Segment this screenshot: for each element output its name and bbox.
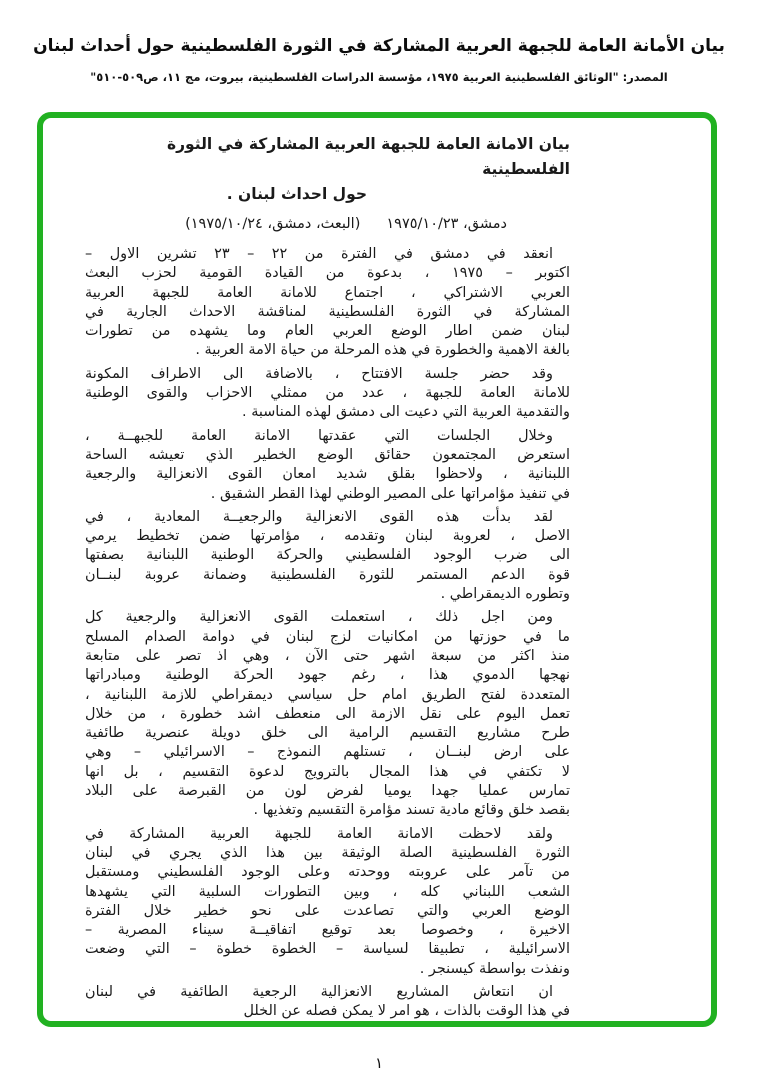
paragraph (85, 608, 570, 820)
paragraph (85, 245, 570, 361)
paragraph-line: على ارض لبنــان ، تستلهم النموذج – الاسرائيلي – وهي (85, 744, 570, 761)
paragraph-line: طرح مشاريع التقسيم الرامية الى خلق دويلة عنصرية طائفية (85, 725, 570, 742)
paragraph-line: ونفذت بواسطة كيسنجر . (419, 960, 570, 977)
paragraph (85, 508, 570, 604)
paragraph-line: للامانة العامة للجبهة ، عدد من ممثلي الاحزاب والقوى الوطنية (85, 385, 570, 402)
document-title (85, 132, 570, 207)
paragraph-line: الاسرائيلية ، تطبيقا لسياسة – الخطوة خطوة – التي وضعت (85, 941, 570, 958)
document-body (85, 245, 570, 1022)
paragraph (85, 427, 570, 504)
paragraph-line: ان انتعاش المشاريع الانعزالية الرجعية الطائفية في لبنان (85, 983, 553, 1000)
document-dateline (85, 216, 507, 232)
paragraph-line: وتطوره الديمقراطي . (440, 586, 570, 603)
paragraph-line: ومن اجل ذلك ، استعملت القوى الانعزالية والرجعية كل (85, 609, 553, 626)
paragraph-line: الثورة الفلسطينية الصلة الوثيقة بين هذا الذي يجري في لبنان (85, 844, 570, 861)
paragraph-line: العربي الاشتراكي ، اجتماع للامانة العامة للجبهة العربية (85, 284, 570, 301)
paragraph-line: وقد حضر جلسة الافتتاح ، بالاضافة الى الاطراف المكونة (85, 365, 553, 382)
paragraph-line: في هذا الوقت بالذات ، هو امر لا يمكن فصله عن الخلل (243, 1003, 570, 1020)
paragraph-line: ما في حوزتها من امكانيات لزج لبنان في دوامة الصدام المسلح (85, 628, 570, 645)
paragraph-line: استعرض المجتمعون حقائق الوضع الخطير الذي تعيشه الساحة (85, 446, 570, 463)
page-header-title: بيان الأمانة العامة للجبهة العربية المشاركة في الثورة الفلسطينية حول أحداث لبنان (33, 36, 725, 56)
paragraph-line: الوضع العربي والتي تصاعدت على نحو خطير خلال الفترة (85, 902, 570, 919)
paragraph-line: في تنفيذ مؤامراتها على المصير الوطني لهذا القطر الشقيق . (210, 485, 570, 502)
paragraph-line: اكتوبر – ١٩٧٥ ، بدعوة من القيادة القومية لحزب البعث (85, 265, 571, 282)
dateline-citation: (البعث، دمشق، ١٩٧٥/١٠/٢٤) (185, 216, 361, 232)
paragraph-line: لقد بدأت هذه القوى الانعزالية والرجعيــة المعادية ، في (85, 508, 553, 525)
paragraph-line: من تآمر على عروبته ووحدته وعلى الوجود الفلسطيني ومستقبل (85, 864, 570, 881)
paragraph-line: المتعددة لفتح الطريق امام حل سياسي ديمقراطي للازمة اللبنانية ، (85, 686, 570, 703)
paragraph-line: المشاركة في الثورة الفلسطينية لمناقشة الاحداث الجارية في (85, 303, 570, 320)
paragraph-line: بالغة الاهمية والخطورة في هذه المرحلة من حياة الامة العربية . (195, 342, 570, 359)
paragraph-line: بقصد خلق وقائع مادية تسند مؤامرة التقسيم وتغذيها . (253, 802, 570, 819)
page-number: ١ (374, 1054, 384, 1072)
paragraph-line: اللبنانية ، ولاحظوا بقلق شديد امعان القوى الانعزالية والرجعية (85, 466, 570, 483)
paragraph-line: الاخيرة ، وخصوصا بعد توقيع اتفاقيــة سيناء المصرية – (85, 922, 570, 939)
paragraph-line: نهجها الدموي هذا ، رغم جهود الحركة الوطنية ومبادراتها (85, 667, 570, 684)
paragraph (85, 365, 570, 423)
paragraph-line: ولقد لاحظت الامانة العامة للجبهة العربية المشاركة في (85, 825, 553, 842)
document-frame (37, 112, 717, 1027)
document-content (85, 132, 570, 1026)
paragraph-line: الاصل ، لعروبة لبنان وتقدمه ، مؤامرتها ضمن تخطيط يرمي (85, 528, 570, 545)
paragraph-line: قوة الدعم المستمر للثورة الفلسطينية وضمانة عروبة لبنــان (85, 566, 570, 583)
paragraph-line: تعمل اليوم على نقل الازمة الى منعطف اشد خطورة ، من خلال (85, 705, 570, 722)
document-title-line-1: بيان الامانة العامة للجبهة العربية المشاركة في الثورة الفلسطينية (166, 135, 570, 178)
document-title-line-2: حول احداث لبنان . (226, 185, 367, 203)
paragraph-line: منذ اكثر من سبعة اشهر حتى الآن ، وهي اذ تصر على متابعة (85, 647, 570, 664)
paragraph-line: الشعب اللبناني كله ، وبين التطورات السلبية التي يشهدها (85, 883, 570, 900)
dateline-date: دمشق، ١٩٧٥/١٠/٢٣ (386, 216, 507, 232)
paragraph-line: تمارس عمليا جهدا يوميا لفرض لون من القبرصة على البلاد (85, 783, 570, 800)
paragraph (85, 983, 570, 1022)
paragraph-line: لبنان ضمن اطار الوضع العربي العام وما يشهده من تطورات (85, 323, 570, 340)
paragraph (85, 825, 570, 979)
paragraph-line: انعقد في دمشق في الفترة من ٢٢ – ٢٣ تشرين الاول – (85, 246, 553, 262)
source-citation: المصدر: "الوثائق الفلسطينية العربية ١٩٧٥، مؤسسة الدراسات الفلسطينية، بيروت، مج ١١، ص٥٠٩-٥١٠" (90, 70, 668, 84)
paragraph-line: لا تكتفي في هذا المجال بالترويج لدعوة التقسيم ، بل انها (85, 763, 570, 780)
paragraph-line: والتقدمية العربية التي دعيت الى دمشق لهذه المناسبة . (242, 404, 570, 421)
paragraph-line: وخلال الجلسات التي عقدتها الامانة العامة للجبهــة ، (85, 427, 553, 444)
paragraph-line: الى ضرب الوجود الفلسطيني والحركة الوطنية اللبنانية بصفتها (85, 547, 570, 564)
